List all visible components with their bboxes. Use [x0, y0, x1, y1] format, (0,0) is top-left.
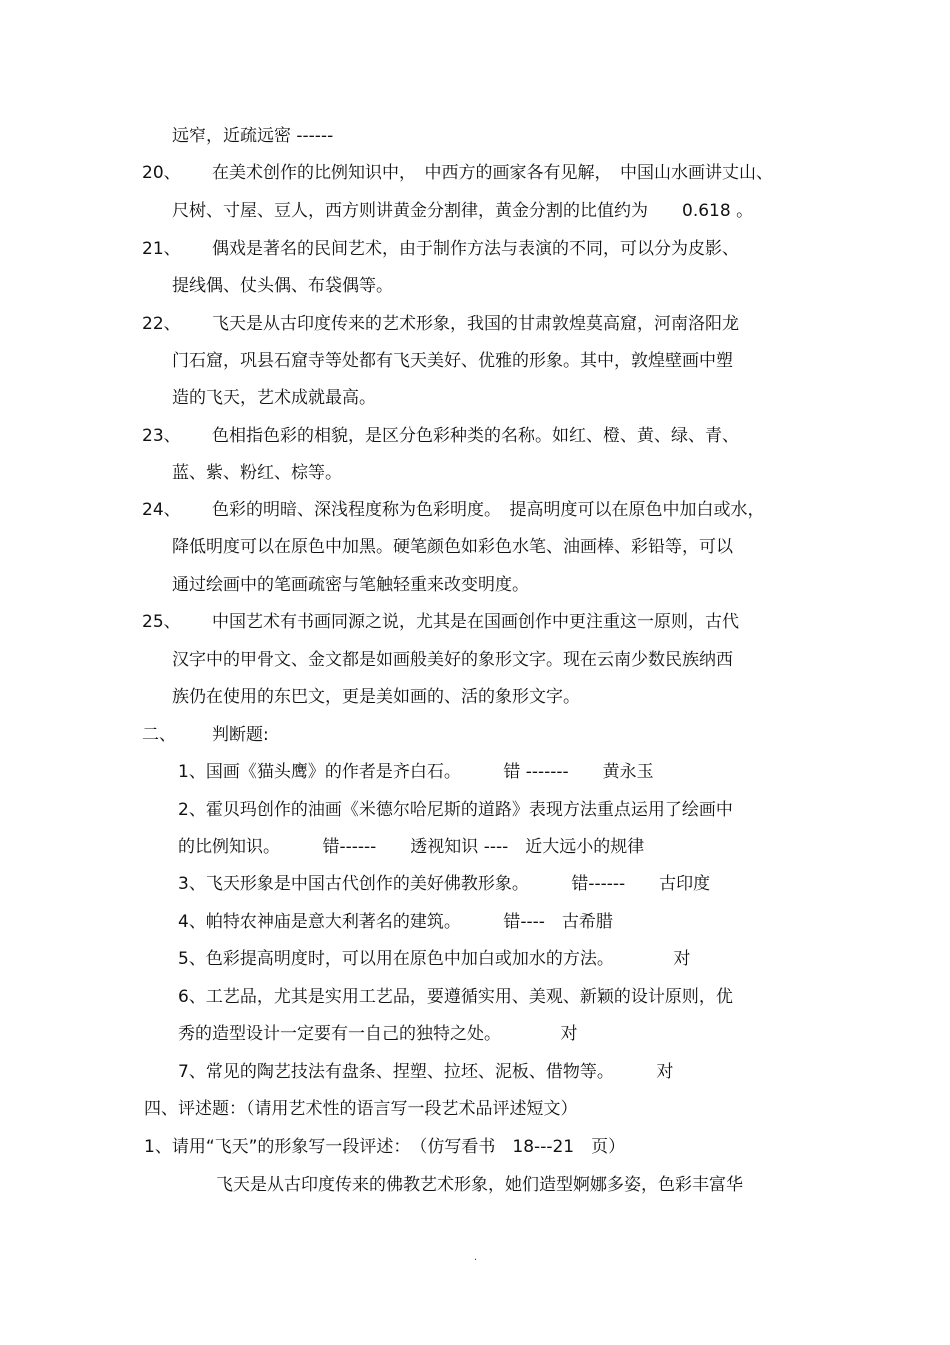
- line-text: 4、帕特农神庙是意大利著名的建筑。 错---- 古希腊: [178, 912, 613, 932]
- line-text: 6、工艺品，尤其是实用工艺品，要遵循实用、美观、新颖的设计原则，优: [178, 987, 733, 1007]
- question-number: 20、: [142, 163, 181, 183]
- line-text: 通过绘画中的笔画疏密与笔触轻重来改变明度。: [172, 575, 529, 595]
- line-text: 门石窟，巩县石窟寺等处都有飞天美好、优雅的形象。其中，敦煌壁画中塑: [172, 351, 733, 371]
- question-number: 23、: [142, 426, 181, 446]
- line-text: 偶戏是著名的民间艺术，由于制作方法与表演的不同，可以分为皮影、: [212, 239, 739, 259]
- line-text: 造的飞天，艺术成就最高。: [172, 388, 376, 408]
- line-text: 中国艺术有书画同源之说，尤其是在国画创作中更注重这一原则，古代: [212, 612, 739, 632]
- question-number: 25、: [142, 612, 181, 632]
- line-text: 降低明度可以在原色中加黑。硬笔颜色如彩色水笔、油画棒、彩铅等，可以: [172, 537, 733, 557]
- line-text: 蓝、紫、粉红、棕等。: [172, 463, 342, 483]
- page-footer-mark: .: [474, 1252, 478, 1263]
- line-text: 色相指色彩的相貌，是区分色彩种类的名称。如红、橙、黄、绿、青、: [212, 426, 739, 446]
- question-number: 22、: [142, 314, 181, 334]
- line-text: 汉字中的甲骨文、金文都是如画般美好的象形文字。现在云南少数民族纳西: [172, 650, 733, 670]
- line-text: 秀的造型设计一定要有一自己的独特之处。 对: [178, 1024, 578, 1044]
- line-text: 尺树、寸屋、豆人，西方则讲黄金分割律，黄金分割的比值约为 0.618 。: [172, 201, 754, 221]
- line-text: 色彩的明暗、深浅程度称为色彩明度。 提高明度可以在原色中加白或水，: [212, 500, 765, 520]
- line-text: 飞天是从古印度传来的艺术形象，我国的甘肃敦煌莫高窟，河南洛阳龙: [212, 314, 739, 334]
- line-text: 5、色彩提高明度时，可以用在原色中加白或加水的方法。 对: [178, 949, 691, 969]
- line-text: 7、常见的陶艺技法有盘条、捏塑、拉坯、泥板、借物等。 对: [178, 1062, 674, 1082]
- question-number: 24、: [142, 500, 181, 520]
- line-text: 飞天是从古印度传来的佛教艺术形象，她们造型婀娜多姿，色彩丰富华: [216, 1175, 743, 1195]
- line-text: 1、国画《猫头鹰》的作者是齐白石。 错 ------- 黄永玉: [178, 762, 654, 782]
- line-text: 在美术创作的比例知识中， 中西方的画家各有见解， 中国山水画讲丈山、: [212, 163, 773, 183]
- line-text: 的比例知识。 错------ 透视知识 ---- 近大远小的规律: [178, 837, 645, 857]
- section-title: 判断题:: [212, 725, 269, 745]
- section-title: 四、评述题：（请用艺术性的语言写一段艺术品评述短文）: [144, 1099, 578, 1119]
- line-text: 3、飞天形象是中国古代创作的美好佛教形象。 错------ 古印度: [178, 874, 711, 894]
- section-number: 二、: [142, 725, 176, 745]
- question-number: 21、: [142, 239, 181, 259]
- line-text: 2、霍贝玛创作的油画《米德尔哈尼斯的道路》表现方法重点运用了绘画中: [178, 800, 733, 820]
- line-text: 族仍在使用的东巴文，更是美如画的、活的象形文字。: [172, 687, 580, 707]
- line-text: 远窄，近疏远密 ------: [172, 126, 334, 146]
- line-text: 1、请用“飞天”的形象写一段评述： （仿写看书 18---21 页）: [144, 1137, 626, 1157]
- line-text: 提线偶、仗头偶、布袋偶等。: [172, 276, 393, 296]
